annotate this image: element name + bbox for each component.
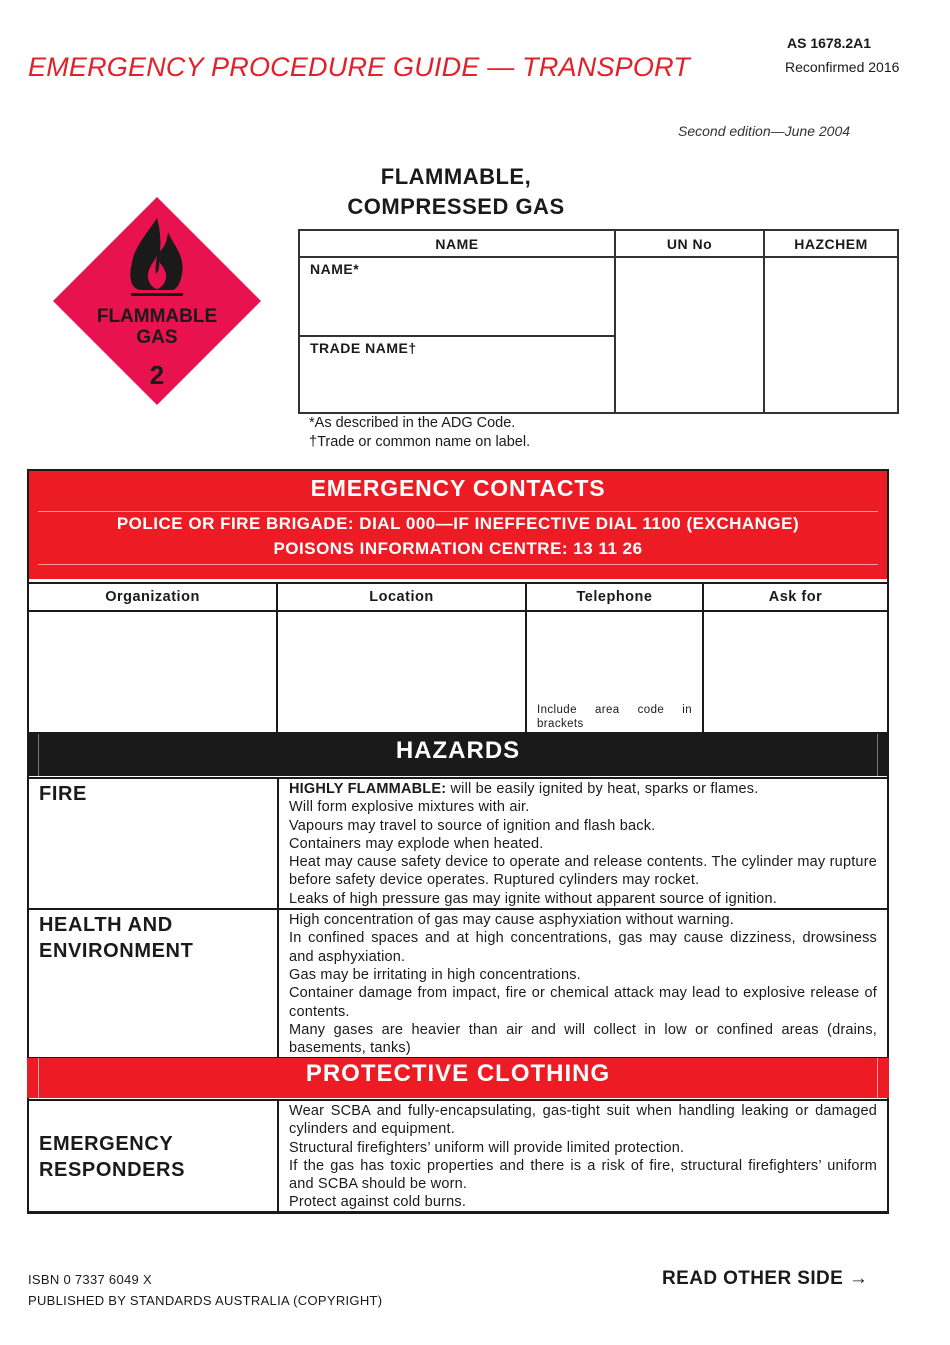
hazards-title: HAZARDS: [395, 737, 521, 764]
emergency-responders-label: EMERGENCY RESPONDERS: [28, 1100, 278, 1213]
banner-divider: [38, 511, 878, 512]
location-field[interactable]: [277, 611, 526, 733]
fire-line: Heat may cause safety device to operate and release contents. The cylinder may rupture before safety device operates. Ruptured cylinders may rocket.: [289, 854, 877, 889]
contacts-table: [27, 582, 889, 734]
organization-field[interactable]: [28, 611, 277, 733]
un-no-field[interactable]: [615, 257, 764, 413]
health-line: Container damage from impact, fire or chemical attack may lead to explosive release of contents.: [289, 985, 877, 1020]
health-line: Gas may be irritating in high concentrations.: [289, 966, 581, 983]
col-ask-for: Ask for: [703, 583, 888, 611]
publisher: PUBLISHED BY STANDARDS AUSTRALIA (COPYRIGHT): [28, 1293, 383, 1308]
hazchem-field[interactable]: [764, 257, 898, 413]
hazards-table: [27, 777, 889, 1059]
placard-text-line1: FLAMMABLE: [96, 306, 218, 327]
ask-for-field[interactable]: [703, 611, 888, 733]
product-class-title: [300, 162, 612, 222]
health-line: In confined spaces and at high concentrations, gas may cause dizziness, drowsiness and asphyxiation.: [289, 930, 877, 965]
protective-clothing-text: [278, 1100, 888, 1213]
fire-lead-bold: HIGHLY FLAMMABLE:: [289, 781, 447, 797]
col-location: Location: [277, 583, 526, 611]
reconfirmed-date: Reconfirmed 2016: [785, 59, 900, 75]
footnote-adg: *As described in the ADG Code.: [309, 415, 516, 431]
header-hazchem: HAZCHEM: [764, 230, 898, 257]
protective-clothing-table: [27, 1099, 889, 1214]
fire-hazard-text: [278, 778, 888, 909]
fire-line: Leaks of high pressure gas may ignite without apparent source of ignition.: [289, 890, 777, 907]
col-telephone: Telephone: [526, 583, 703, 611]
trade-name-label: TRADE NAME†: [310, 340, 417, 356]
protect-line: Wear SCBA and fully-encapsulating, gas-tight suit when handling leaking or damaged cylinders and equipment.: [289, 1103, 877, 1138]
fire-line: Containers may explode when heated.: [289, 835, 544, 852]
page-title: EMERGENCY PROCEDURE GUIDE — TRANSPORT: [28, 52, 690, 82]
fire-label: FIRE: [28, 778, 278, 909]
protect-line: Structural firefighters’ uniform will provide limited protection.: [289, 1139, 685, 1156]
fire-line: Will form explosive mixtures with air.: [289, 799, 530, 816]
poisons-info-line: POISONS INFORMATION CENTRE: 13 11 26: [273, 539, 643, 558]
emergency-contacts-title: EMERGENCY CONTACTS: [310, 475, 606, 501]
health-line: Many gases are heavier than air and will collect in low or confined areas (drains, basements, tanks): [289, 1021, 877, 1057]
telephone-field[interactable]: [526, 611, 703, 733]
health-line: High concentration of gas may cause asphyxiation without warning.: [289, 912, 735, 929]
placard-text-line2: GAS: [136, 327, 178, 348]
edition-info: Second edition—June 2004: [678, 123, 851, 139]
protect-line: Protect against cold burns.: [289, 1194, 467, 1211]
header-un-no: UN No: [615, 230, 764, 257]
footnote-trade-name: †Trade or common name on label.: [309, 434, 531, 450]
health-environment-label: HEALTH AND ENVIRONMENT: [28, 909, 278, 1058]
protect-line: If the gas has toxic properties and there is a risk of fire, structural firefighters’ uniform and SCBA should be worn.: [289, 1157, 877, 1193]
banner-divider: [38, 564, 878, 565]
product-title-line1: FLAMMABLE,: [380, 164, 532, 189]
health-hazard-text: [278, 909, 888, 1058]
trade-name-field[interactable]: [299, 336, 615, 413]
header-name: NAME: [299, 230, 615, 257]
fire-lead-rest: will be easily ignited by heat, sparks or flames.: [446, 781, 759, 797]
standard-number: AS 1678.2A1: [787, 35, 872, 51]
flammable-gas-placard: [52, 196, 262, 406]
fire-line: Vapours may travel to source of ignition and flash back.: [289, 817, 656, 834]
col-organization: Organization: [28, 583, 277, 611]
placard-class-number: 2: [149, 360, 165, 390]
telephone-hint: Include area code in brackets: [537, 704, 692, 730]
isbn: ISBN 0 7337 6049 X: [28, 1272, 152, 1287]
product-title-line2: COMPRESSED GAS: [347, 194, 565, 219]
protective-clothing-title: PROTECTIVE CLOTHING: [305, 1060, 611, 1087]
emergency-dial-line: POLICE OR FIRE BRIGADE: DIAL 000—IF INEFFECTIVE DIAL 1100 (EXCHANGE): [116, 514, 800, 533]
identification-table: [298, 229, 899, 414]
read-other-side-link[interactable]: READ OTHER SIDE →: [662, 1268, 869, 1289]
name-field[interactable]: [299, 257, 615, 336]
name-label: NAME*: [310, 261, 360, 277]
